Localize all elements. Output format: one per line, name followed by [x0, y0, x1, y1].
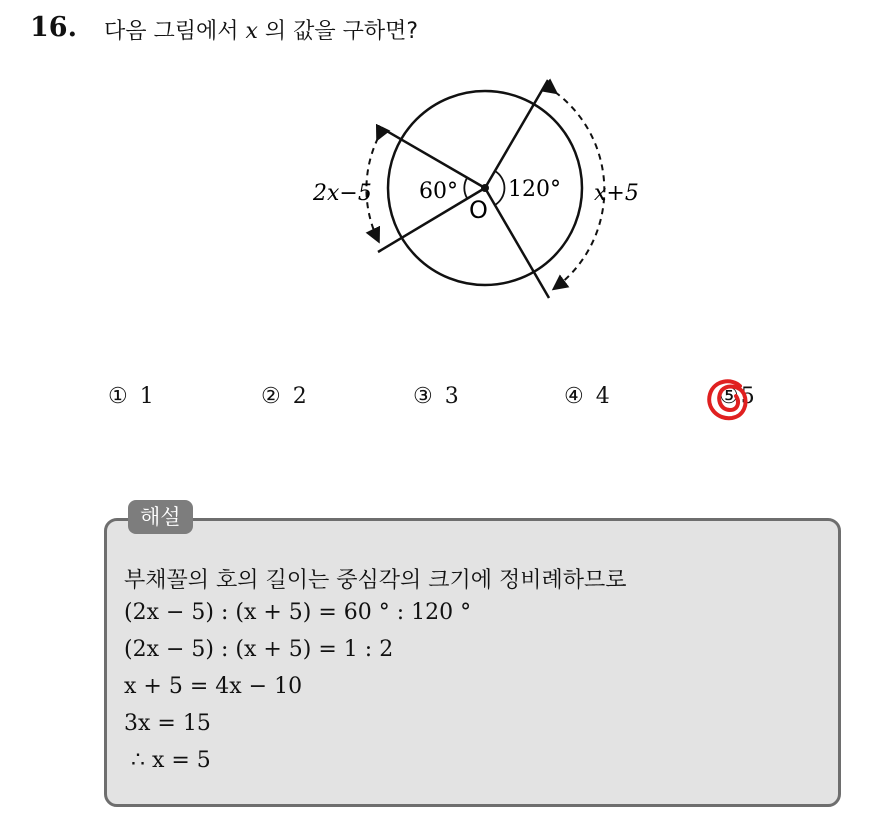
choice-5-value: 5 [740, 384, 755, 409]
choice-1-value: 1 [139, 384, 154, 409]
solution-line-5: 3x = 15 [124, 711, 211, 736]
choice-3-value: 3 [444, 384, 459, 409]
choice-5-mark: ⑤ [719, 384, 739, 409]
choice-2[interactable] [261, 384, 307, 409]
choice-4-mark: ④ [564, 384, 584, 409]
choice-3[interactable] [413, 384, 459, 409]
right-angle-label: 120° [508, 177, 561, 202]
choice-1[interactable] [108, 384, 154, 409]
choice-2-value: 2 [292, 384, 307, 409]
question-text-after: 의 값을 구하면? [257, 19, 419, 44]
solution-line-4: x + 5 = 4x − 10 [124, 674, 303, 699]
center-label: O [469, 196, 488, 224]
choice-1-mark: ① [108, 384, 128, 409]
choice-3-mark: ③ [413, 384, 433, 409]
question-text-before: 다음 그림에서 [104, 19, 246, 44]
radius-lower-right [485, 188, 549, 298]
left-angle-label: 60° [419, 179, 458, 204]
solution-box [104, 518, 841, 807]
answer-circle-mark [702, 374, 754, 426]
circle-figure [0, 0, 884, 340]
solution-line-1: 부채꼴의 호의 길이는 중심각의 크기에 정비례하므로 [124, 568, 627, 593]
solution-line-3: (2x − 5) : (x + 5) = 1 : 2 [124, 637, 394, 662]
solution-line-2: (2x − 5) : (x + 5) = 60 ° : 120 ° [124, 600, 472, 625]
choice-4-value: 4 [595, 384, 610, 409]
angle-arc-right [495, 171, 504, 205]
center-point [481, 184, 489, 192]
question-number: 16. [30, 12, 77, 43]
solution-tag: 해설 [128, 500, 193, 534]
angle-arc-left [464, 178, 467, 198]
solution-line-6: ∴ x = 5 [124, 748, 211, 773]
right-arc-label: x+5 [594, 181, 639, 206]
question-variable: x [245, 19, 258, 44]
choice-4[interactable] [564, 384, 610, 409]
left-arc-label: 2x−5 [313, 181, 372, 206]
choice-2-mark: ② [261, 384, 281, 409]
